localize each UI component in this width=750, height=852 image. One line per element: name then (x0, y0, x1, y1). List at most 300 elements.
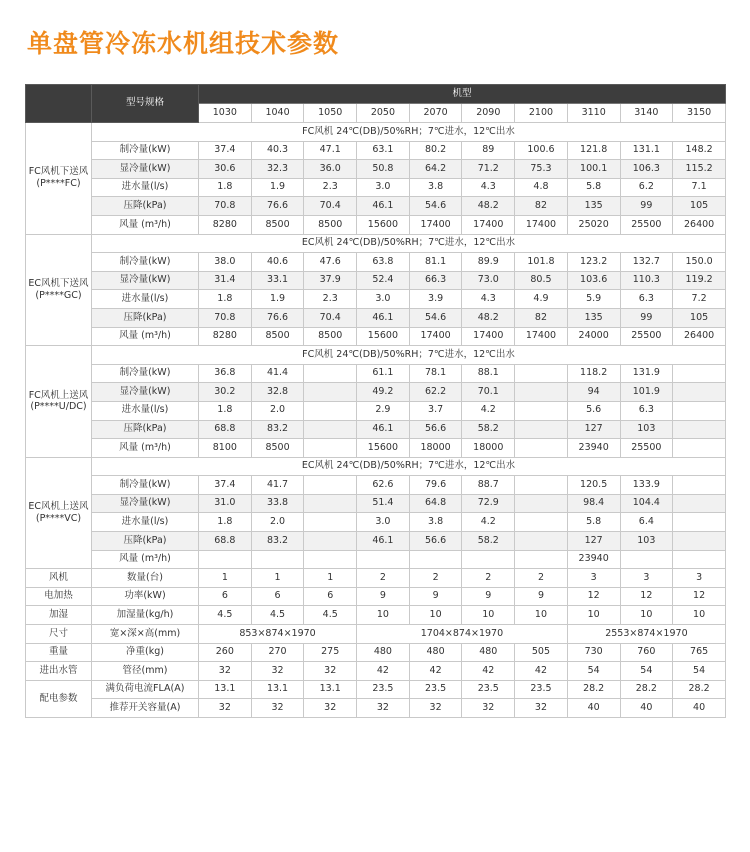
dimension-cell: 2553×874×1970 (567, 625, 725, 644)
value-cell: 36.0 (304, 160, 357, 179)
value-cell: 89.9 (462, 253, 515, 272)
value-cell: 40 (567, 699, 620, 718)
value-cell: 1.9 (251, 290, 304, 309)
value-cell: 5.6 (567, 401, 620, 420)
value-cell: 148.2 (673, 141, 726, 160)
value-cell: 480 (409, 643, 462, 662)
value-cell: 58.2 (462, 532, 515, 551)
value-cell: 40 (620, 699, 673, 718)
dimension-cell: 1704×874×1970 (357, 625, 568, 644)
value-cell (304, 550, 357, 569)
table-row (26, 587, 726, 606)
param-label: 进水量(l/s) (92, 178, 199, 197)
test-condition: EC风机 24℃(DB)/50%RH；7℃进水，12℃出水 (92, 457, 726, 476)
value-cell: 5.9 (567, 290, 620, 309)
param-label: 风量 (m³/h) (92, 327, 199, 346)
value-cell: 7.2 (673, 290, 726, 309)
value-cell: 2.0 (251, 513, 304, 532)
value-cell: 33.1 (251, 271, 304, 290)
value-cell: 760 (620, 643, 673, 662)
value-cell: 30.2 (199, 383, 252, 402)
value-cell: 82 (515, 197, 568, 216)
table-row (26, 178, 726, 197)
value-cell (673, 550, 726, 569)
param-label: 推荐开关容量(A) (92, 699, 199, 718)
value-cell (673, 364, 726, 383)
value-cell: 80.5 (515, 271, 568, 290)
value-cell (673, 383, 726, 402)
value-cell: 132.7 (620, 253, 673, 272)
table-row (26, 401, 726, 420)
value-cell: 4.2 (462, 513, 515, 532)
value-cell: 81.1 (409, 253, 462, 272)
value-cell: 32.3 (251, 160, 304, 179)
value-cell: 105 (673, 197, 726, 216)
value-cell: 76.6 (251, 197, 304, 216)
value-cell: 25020 (567, 215, 620, 234)
model-header-cell: 1030 (199, 104, 252, 123)
value-cell: 40 (673, 699, 726, 718)
value-cell: 23940 (567, 550, 620, 569)
value-cell: 88.7 (462, 476, 515, 495)
value-cell: 37.9 (304, 271, 357, 290)
model-header-cell: 3110 (567, 104, 620, 123)
table-row (26, 569, 726, 588)
value-cell: 54 (673, 662, 726, 681)
value-cell (673, 494, 726, 513)
value-cell: 135 (567, 308, 620, 327)
value-cell: 2.3 (304, 178, 357, 197)
table-row (26, 253, 726, 272)
param-label: 显冷量(kW) (92, 271, 199, 290)
value-cell: 47.6 (304, 253, 357, 272)
value-cell: 99 (620, 197, 673, 216)
value-cell: 40.3 (251, 141, 304, 160)
value-cell: 15600 (357, 327, 410, 346)
value-cell (304, 420, 357, 439)
value-cell: 32 (462, 699, 515, 718)
value-cell (357, 550, 410, 569)
value-cell: 99 (620, 308, 673, 327)
value-cell: 115.2 (673, 160, 726, 179)
value-cell: 15600 (357, 215, 410, 234)
value-cell (462, 550, 515, 569)
row-label: 配电参数 (26, 680, 92, 717)
value-cell: 10 (357, 606, 410, 625)
value-cell: 135 (567, 197, 620, 216)
value-cell: 4.8 (515, 178, 568, 197)
value-cell: 33.8 (251, 494, 304, 513)
value-cell: 1 (199, 569, 252, 588)
value-cell: 10 (515, 606, 568, 625)
value-cell: 6 (199, 587, 252, 606)
row-label: 风机 (26, 569, 92, 588)
table-row (26, 625, 726, 644)
value-cell: 64.2 (409, 160, 462, 179)
value-cell: 46.1 (357, 197, 410, 216)
value-cell: 42 (515, 662, 568, 681)
value-cell: 3.0 (357, 513, 410, 532)
value-cell: 5.8 (567, 178, 620, 197)
value-cell: 730 (567, 643, 620, 662)
value-cell: 3 (673, 569, 726, 588)
value-cell: 7.1 (673, 178, 726, 197)
param-label: 制冷量(kW) (92, 364, 199, 383)
value-cell (673, 439, 726, 458)
table-row (26, 271, 726, 290)
value-cell: 275 (304, 643, 357, 662)
value-cell (515, 494, 568, 513)
value-cell: 13.1 (251, 680, 304, 699)
param-label: 加湿量(kg/h) (92, 606, 199, 625)
value-cell: 80.2 (409, 141, 462, 160)
model-header-cell: 2090 (462, 104, 515, 123)
value-cell: 31.0 (199, 494, 252, 513)
value-cell: 8500 (251, 215, 304, 234)
value-cell: 106.3 (620, 160, 673, 179)
value-cell: 26400 (673, 327, 726, 346)
value-cell: 78.1 (409, 364, 462, 383)
condition-row (26, 234, 726, 253)
value-cell: 32 (304, 699, 357, 718)
value-cell: 118.2 (567, 364, 620, 383)
value-cell: 4.5 (251, 606, 304, 625)
value-cell: 123.2 (567, 253, 620, 272)
param-label: 风量 (m³/h) (92, 215, 199, 234)
table-row (26, 550, 726, 569)
value-cell: 8500 (304, 215, 357, 234)
value-cell: 70.8 (199, 308, 252, 327)
value-cell: 62.6 (357, 476, 410, 495)
value-cell: 64.8 (409, 494, 462, 513)
value-cell: 52.4 (357, 271, 410, 290)
value-cell: 12 (620, 587, 673, 606)
value-cell: 13.1 (199, 680, 252, 699)
value-cell: 48.2 (462, 308, 515, 327)
value-cell: 15600 (357, 439, 410, 458)
value-cell: 127 (567, 532, 620, 551)
value-cell: 2.9 (357, 401, 410, 420)
dimension-cell: 853×874×1970 (199, 625, 357, 644)
value-cell (673, 513, 726, 532)
value-cell: 46.1 (357, 308, 410, 327)
value-cell: 38.0 (199, 253, 252, 272)
value-cell (304, 364, 357, 383)
value-cell (251, 550, 304, 569)
value-cell: 8100 (199, 439, 252, 458)
table-row (26, 290, 726, 309)
value-cell: 56.6 (409, 532, 462, 551)
value-cell: 37.4 (199, 141, 252, 160)
param-label: 压降(kPa) (92, 197, 199, 216)
value-cell: 23940 (567, 439, 620, 458)
value-cell: 56.6 (409, 420, 462, 439)
param-label: 压降(kPa) (92, 308, 199, 327)
value-cell (515, 513, 568, 532)
value-cell: 101.8 (515, 253, 568, 272)
spec-label-header: 型号规格 (92, 85, 199, 123)
value-cell: 54 (620, 662, 673, 681)
value-cell: 50.8 (357, 160, 410, 179)
value-cell: 98.4 (567, 494, 620, 513)
value-cell: 70.1 (462, 383, 515, 402)
value-cell: 47.1 (304, 141, 357, 160)
value-cell (673, 532, 726, 551)
value-cell: 3 (567, 569, 620, 588)
value-cell: 32 (409, 699, 462, 718)
value-cell: 24000 (567, 327, 620, 346)
value-cell: 28.2 (620, 680, 673, 699)
value-cell: 505 (515, 643, 568, 662)
table-row (26, 606, 726, 625)
table-row (26, 680, 726, 699)
value-cell: 13.1 (304, 680, 357, 699)
value-cell (304, 513, 357, 532)
value-cell (304, 532, 357, 551)
value-cell: 25500 (620, 327, 673, 346)
value-cell (199, 550, 252, 569)
value-cell: 10 (462, 606, 515, 625)
value-cell: 63.1 (357, 141, 410, 160)
model-label-header: 机型 (199, 85, 726, 104)
param-label: 显冷量(kW) (92, 383, 199, 402)
value-cell: 480 (357, 643, 410, 662)
value-cell: 120.5 (567, 476, 620, 495)
value-cell: 1.8 (199, 401, 252, 420)
value-cell: 2 (462, 569, 515, 588)
table-row (26, 364, 726, 383)
value-cell: 51.4 (357, 494, 410, 513)
value-cell: 2.3 (304, 290, 357, 309)
value-cell (304, 476, 357, 495)
param-label: 压降(kPa) (92, 532, 199, 551)
value-cell: 4.5 (304, 606, 357, 625)
value-cell: 10 (409, 606, 462, 625)
value-cell (515, 401, 568, 420)
value-cell: 26400 (673, 215, 726, 234)
value-cell (304, 401, 357, 420)
param-label: 风量 (m³/h) (92, 439, 199, 458)
value-cell: 18000 (462, 439, 515, 458)
value-cell: 42 (409, 662, 462, 681)
table-row (26, 420, 726, 439)
row-label: 加湿 (26, 606, 92, 625)
value-cell: 17400 (409, 215, 462, 234)
value-cell: 6.2 (620, 178, 673, 197)
condition-row (26, 346, 726, 365)
param-label: 净重(kg) (92, 643, 199, 662)
test-condition: FC风机 24℃(DB)/50%RH；7℃进水，12℃出水 (92, 123, 726, 142)
value-cell: 32 (515, 699, 568, 718)
value-cell: 28.2 (673, 680, 726, 699)
value-cell: 8500 (251, 439, 304, 458)
value-cell: 17400 (462, 215, 515, 234)
value-cell: 119.2 (673, 271, 726, 290)
param-label: 显冷量(kW) (92, 494, 199, 513)
table-row (26, 197, 726, 216)
value-cell (515, 439, 568, 458)
value-cell: 6.4 (620, 513, 673, 532)
value-cell: 30.6 (199, 160, 252, 179)
value-cell (515, 476, 568, 495)
value-cell: 150.0 (673, 253, 726, 272)
value-cell: 3.0 (357, 178, 410, 197)
value-cell: 32 (199, 662, 252, 681)
value-cell: 42 (357, 662, 410, 681)
value-cell: 4.2 (462, 401, 515, 420)
param-label: 数量(台) (92, 569, 199, 588)
value-cell: 75.3 (515, 160, 568, 179)
value-cell: 25500 (620, 439, 673, 458)
table-row (26, 327, 726, 346)
value-cell: 46.1 (357, 532, 410, 551)
model-header-cell: 2100 (515, 104, 568, 123)
value-cell: 270 (251, 643, 304, 662)
value-cell: 70.8 (199, 197, 252, 216)
value-cell: 70.4 (304, 197, 357, 216)
param-label: 压降(kPa) (92, 420, 199, 439)
value-cell: 6.3 (620, 290, 673, 309)
value-cell: 480 (462, 643, 515, 662)
value-cell (409, 550, 462, 569)
value-cell (673, 476, 726, 495)
model-header-cell: 3140 (620, 104, 673, 123)
value-cell: 54.6 (409, 308, 462, 327)
param-label: 进水量(l/s) (92, 401, 199, 420)
value-cell: 6.3 (620, 401, 673, 420)
value-cell: 127 (567, 420, 620, 439)
value-cell: 49.2 (357, 383, 410, 402)
param-label: 进水量(l/s) (92, 513, 199, 532)
value-cell: 110.3 (620, 271, 673, 290)
value-cell: 17400 (462, 327, 515, 346)
value-cell: 41.7 (251, 476, 304, 495)
model-header-cell: 3150 (673, 104, 726, 123)
value-cell: 8500 (251, 327, 304, 346)
value-cell: 9 (409, 587, 462, 606)
value-cell: 32 (251, 662, 304, 681)
value-cell: 9 (462, 587, 515, 606)
value-cell: 12 (567, 587, 620, 606)
table-row (26, 699, 726, 718)
row-label: 电加热 (26, 587, 92, 606)
value-cell: 94 (567, 383, 620, 402)
test-condition: FC风机 24℃(DB)/50%RH；7℃进水，12℃出水 (92, 346, 726, 365)
value-cell (515, 420, 568, 439)
header-corner (26, 85, 92, 123)
group-label: FC风机上送风(P****U/DC) (26, 346, 92, 458)
value-cell: 4.3 (462, 290, 515, 309)
value-cell: 6 (304, 587, 357, 606)
value-cell: 18000 (409, 439, 462, 458)
value-cell: 5.8 (567, 513, 620, 532)
value-cell: 12 (673, 587, 726, 606)
condition-row (26, 457, 726, 476)
value-cell: 54.6 (409, 197, 462, 216)
model-header-cell: 1040 (251, 104, 304, 123)
value-cell: 71.2 (462, 160, 515, 179)
value-cell (515, 364, 568, 383)
value-cell: 3.8 (409, 178, 462, 197)
group-label: EC风机下送风(P****GC) (26, 234, 92, 346)
value-cell: 83.2 (251, 532, 304, 551)
value-cell: 104.4 (620, 494, 673, 513)
value-cell: 8500 (304, 327, 357, 346)
value-cell: 31.4 (199, 271, 252, 290)
value-cell: 2 (357, 569, 410, 588)
value-cell: 9 (357, 587, 410, 606)
value-cell: 68.8 (199, 420, 252, 439)
value-cell: 2 (409, 569, 462, 588)
value-cell: 23.5 (462, 680, 515, 699)
value-cell: 68.8 (199, 532, 252, 551)
model-header-cell: 2070 (409, 104, 462, 123)
value-cell: 62.2 (409, 383, 462, 402)
param-label: 制冷量(kW) (92, 476, 199, 495)
value-cell: 58.2 (462, 420, 515, 439)
condition-row (26, 123, 726, 142)
table-row (26, 141, 726, 160)
table-row (26, 513, 726, 532)
param-label: 宽×深×高(mm) (92, 625, 199, 644)
value-cell: 10 (620, 606, 673, 625)
table-row (26, 383, 726, 402)
value-cell: 8280 (199, 327, 252, 346)
value-cell: 46.1 (357, 420, 410, 439)
param-label: 制冷量(kW) (92, 141, 199, 160)
value-cell: 103 (620, 420, 673, 439)
value-cell: 1.8 (199, 513, 252, 532)
value-cell: 10 (567, 606, 620, 625)
value-cell: 89 (462, 141, 515, 160)
value-cell: 121.8 (567, 141, 620, 160)
value-cell: 103.6 (567, 271, 620, 290)
value-cell (515, 532, 568, 551)
value-cell: 76.6 (251, 308, 304, 327)
test-condition: EC风机 24℃(DB)/50%RH；7℃进水，12℃出水 (92, 234, 726, 253)
table-row (26, 439, 726, 458)
value-cell: 2.0 (251, 401, 304, 420)
row-label: 尺寸 (26, 625, 92, 644)
param-label: 风量 (m³/h) (92, 550, 199, 569)
value-cell: 1.8 (199, 178, 252, 197)
value-cell: 103 (620, 532, 673, 551)
value-cell (304, 439, 357, 458)
value-cell: 36.8 (199, 364, 252, 383)
value-cell: 8280 (199, 215, 252, 234)
value-cell: 3.9 (409, 290, 462, 309)
table-row (26, 215, 726, 234)
value-cell: 6 (251, 587, 304, 606)
group-label: EC风机上送风(P****VC) (26, 457, 92, 569)
value-cell: 66.3 (409, 271, 462, 290)
value-cell: 32 (357, 699, 410, 718)
value-cell: 17400 (409, 327, 462, 346)
param-label: 管径(mm) (92, 662, 199, 681)
param-label: 满负荷电流FLA(A) (92, 680, 199, 699)
value-cell: 3.7 (409, 401, 462, 420)
value-cell: 260 (199, 643, 252, 662)
value-cell: 48.2 (462, 197, 515, 216)
value-cell: 1.8 (199, 290, 252, 309)
param-label: 功率(kW) (92, 587, 199, 606)
value-cell: 3 (620, 569, 673, 588)
value-cell: 100.6 (515, 141, 568, 160)
value-cell: 79.6 (409, 476, 462, 495)
value-cell: 17400 (515, 327, 568, 346)
value-cell: 54 (567, 662, 620, 681)
value-cell (304, 494, 357, 513)
